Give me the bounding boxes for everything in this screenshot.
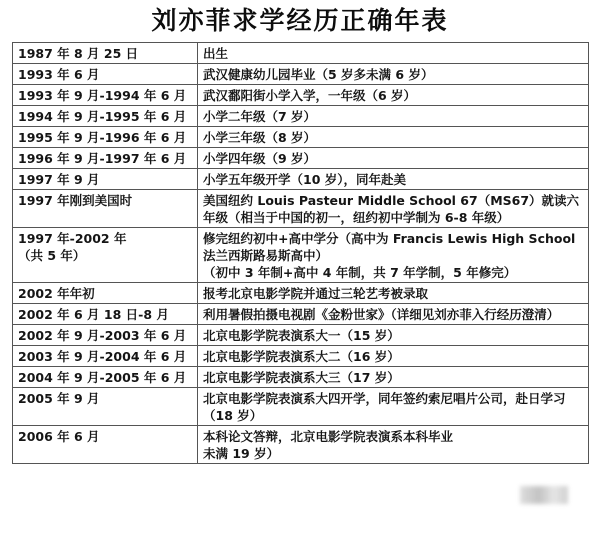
event-cell: 北京电影学院表演系大二（16 岁） xyxy=(198,346,589,367)
event-cell: 修完纽约初中+高中学分（高中为 Francis Lewis High School 法兰西斯路易斯高中） （初中 3 年制+高中 4 年制，共 7 年学制，5 年修完） xyxy=(198,228,589,283)
date-cell: 1987 年 8 月 25 日 xyxy=(13,43,198,64)
blurred-watermark xyxy=(520,486,568,504)
table-row xyxy=(13,64,589,85)
date-cell: 2006 年 6 月 xyxy=(13,426,198,464)
event-cell: 本科论文答辩，北京电影学院表演系本科毕业 未满 19 岁） xyxy=(198,426,589,464)
event-cell: 武汉鄱阳街小学入学，一年级（6 岁） xyxy=(198,85,589,106)
date-cell: 1993 年 6 月 xyxy=(13,64,198,85)
event-cell: 北京电影学院表演系大四开学，同年签约索尼唱片公司，赴日学习（18 岁） xyxy=(198,388,589,426)
table-row xyxy=(13,426,589,464)
table-row xyxy=(13,367,589,388)
table-row xyxy=(13,388,589,426)
date-cell: 2002 年 6 月 18 日-8 月 xyxy=(13,304,198,325)
table-row xyxy=(13,283,589,304)
date-cell: 1997 年 9 月 xyxy=(13,169,198,190)
date-cell: 1993 年 9 月-1994 年 6 月 xyxy=(13,85,198,106)
date-cell: 2003 年 9 月-2004 年 6 月 xyxy=(13,346,198,367)
event-cell: 武汉健康幼儿园毕业（5 岁多未满 6 岁） xyxy=(198,64,589,85)
table-row xyxy=(13,169,589,190)
table-row xyxy=(13,127,589,148)
table-row xyxy=(13,190,589,228)
event-cell: 小学四年级（9 岁） xyxy=(198,148,589,169)
document-title: 刘亦菲求学经历正确年表 xyxy=(151,6,449,35)
date-cell: 1997 年刚到美国时 xyxy=(13,190,198,228)
table-row xyxy=(13,106,589,127)
date-cell: 2002 年 9 月-2003 年 6 月 xyxy=(13,325,198,346)
event-cell: 小学二年级（7 岁） xyxy=(198,106,589,127)
event-cell: 小学三年级（8 岁） xyxy=(198,127,589,148)
event-cell: 出生 xyxy=(198,43,589,64)
event-cell: 报考北京电影学院并通过三轮艺考被录取 xyxy=(198,283,589,304)
table-row xyxy=(13,43,589,64)
table-row xyxy=(13,304,589,325)
date-cell: 2004 年 9 月-2005 年 6 月 xyxy=(13,367,198,388)
table-row xyxy=(13,346,589,367)
event-cell: 北京电影学院表演系大一（15 岁） xyxy=(198,325,589,346)
event-cell: 美国纽约 Louis Pasteur Middle School 67（MS67）就读六年级（相当于中国的初一，纽约初中学制为 6-8 年级） xyxy=(198,190,589,228)
timeline-table xyxy=(12,42,589,464)
date-cell: 1995 年 9 月-1996 年 6 月 xyxy=(13,127,198,148)
table-row xyxy=(13,325,589,346)
table-row xyxy=(13,228,589,283)
table-row xyxy=(13,85,589,106)
date-cell: 2005 年 9 月 xyxy=(13,388,198,426)
date-cell: 1997 年-2002 年 （共 5 年） xyxy=(13,228,198,283)
date-cell: 1994 年 9 月-1995 年 6 月 xyxy=(13,106,198,127)
event-cell: 小学五年级开学（10 岁），同年赴美 xyxy=(198,169,589,190)
date-cell: 2002 年年初 xyxy=(13,283,198,304)
table-row xyxy=(13,148,589,169)
event-cell: 利用暑假拍摄电视剧《金粉世家》（详细见刘亦菲入行经历澄清） xyxy=(198,304,589,325)
date-cell: 1996 年 9 月-1997 年 6 月 xyxy=(13,148,198,169)
event-cell: 北京电影学院表演系大三（17 岁） xyxy=(198,367,589,388)
